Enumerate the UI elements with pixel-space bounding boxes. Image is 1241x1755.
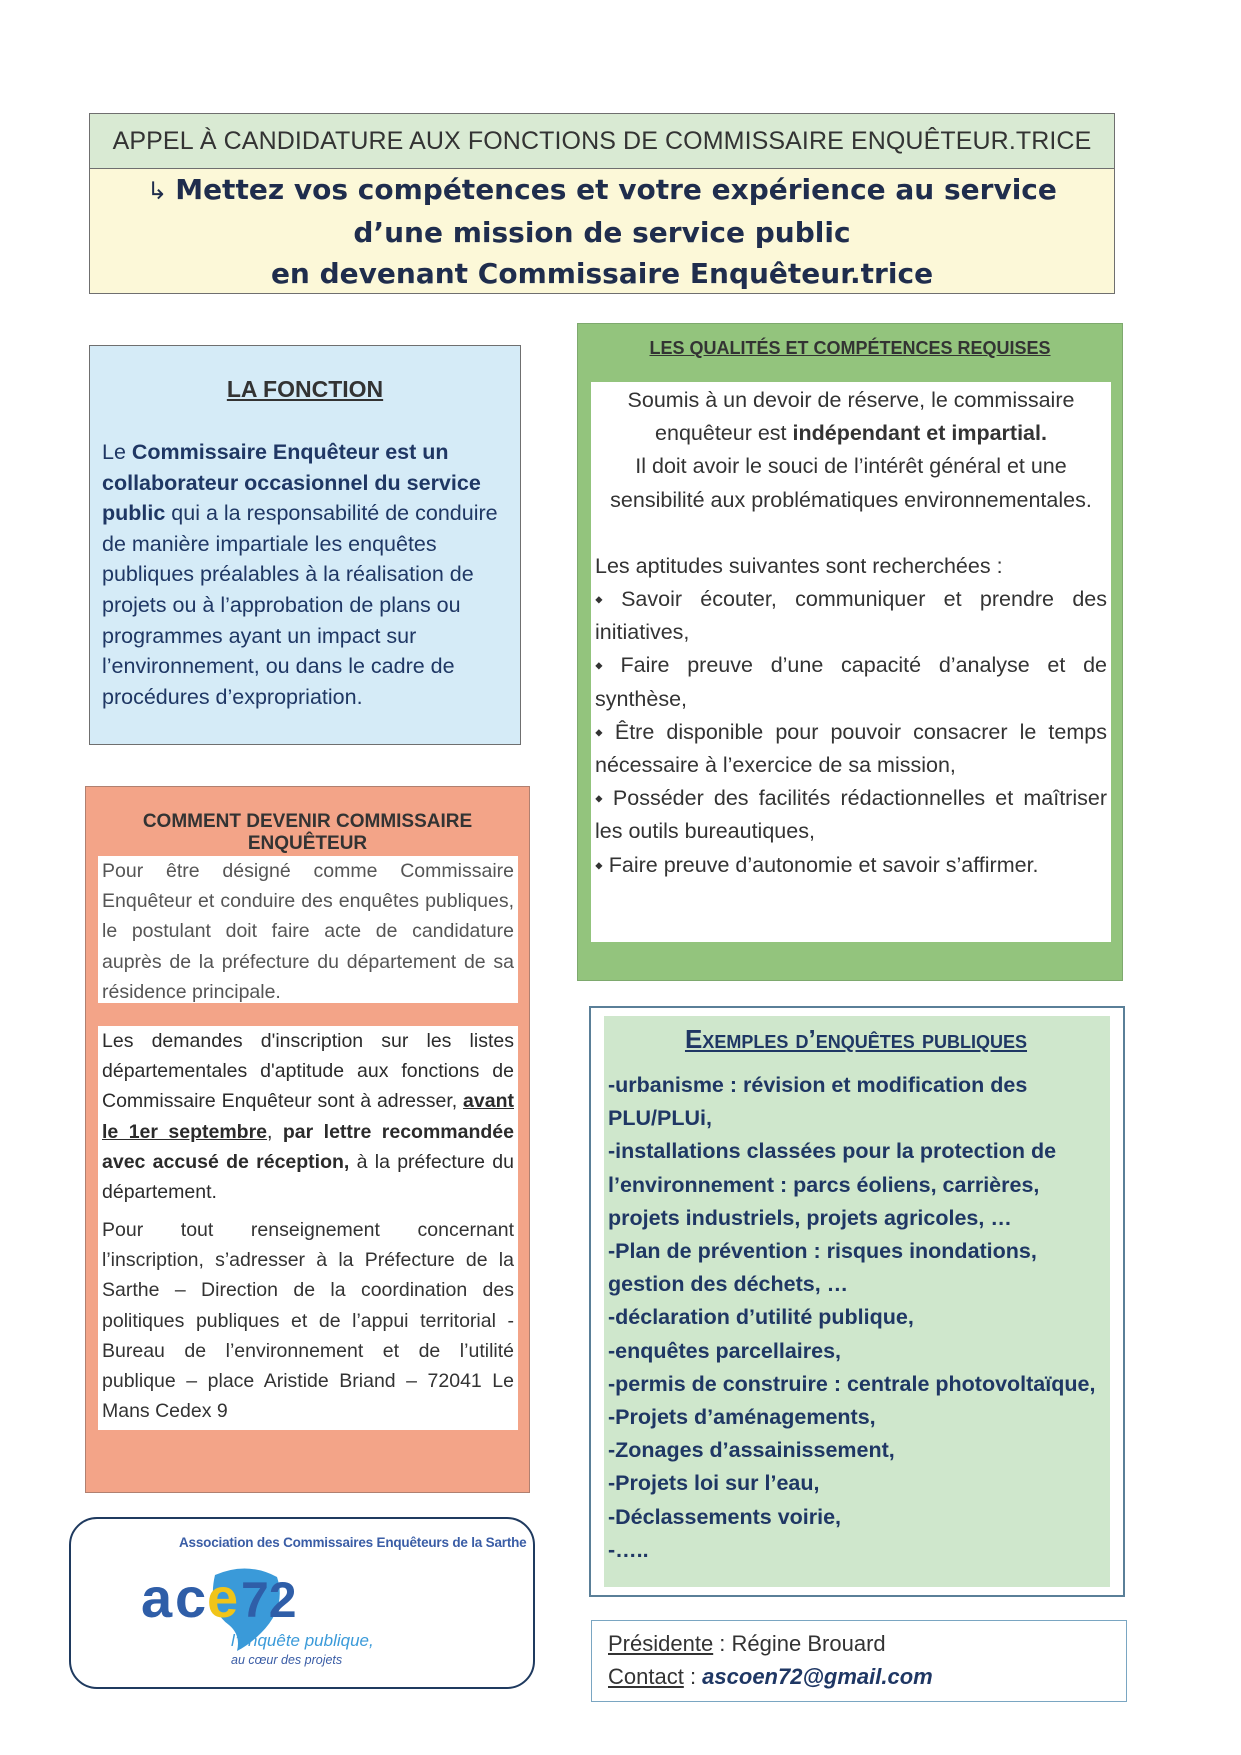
deadline-text: avant le 1er septembre: [102, 1090, 514, 1143]
logo-tagline-1: l’enquête publique,: [231, 1631, 374, 1650]
list-item: ⬩ Être disponible pour pouvoir consacrer le temps nécessaire à l’exercice de sa mission,: [595, 719, 1107, 778]
comment-paragraph-1: Pour être désigné comme Commissaire Enquêteur et conduire des enquêtes publiques, le postulant doit faire acte de candidature auprès de la préfecture du département de sa résidence principale.: [98, 856, 518, 1003]
header-title-bar: [89, 113, 1115, 169]
diamond-bullet-icon: ⬩: [595, 852, 603, 877]
exemples-box: [589, 1006, 1125, 1597]
header-line-1: ↳ Mettez vos compétences et votre expérience au service: [147, 172, 1057, 206]
qualites-title: LES QUALITÉS ET COMPÉTENCES REQUISES: [649, 338, 1051, 358]
comment-paragraph-3: Pour tout renseignement concernant l’inscription, s’adresser à la Préfecture de la Sarthe – Direction de la coordination des politiques publiques et de l’appui territorial - Bureau de l’environnement et de l’utilité publique – place Aristide Briand – 72041 Le Mans Cedex 9: [98, 1215, 518, 1430]
exemples-title: Exemples d’enquêtes publiques: [684, 1024, 1028, 1054]
list-item: -Plan de prévention : risques inondations, gestion des déchets, …: [608, 1239, 1037, 1297]
exemples-list: [608, 1069, 1104, 1567]
header-title: APPEL À CANDIDATURE AUX FONCTIONS DE COMMISSAIRE ENQUÊTEUR.TRICE: [112, 126, 1092, 155]
fonction-title: LA FONCTION: [226, 376, 384, 402]
contact-label: Contact: [608, 1664, 684, 1689]
header-subtitle-box: [89, 168, 1115, 294]
header-line-3: en devenant Commissaire Enquêteur.trice: [270, 256, 934, 290]
list-item: -enquêtes parcellaires,: [608, 1338, 842, 1363]
list-item: -déclaration d’utilité publique,: [608, 1305, 914, 1330]
qualites-content: [591, 382, 1111, 942]
aptitudes-intro: Les aptitudes suivantes sont recherchées :: [595, 553, 1003, 578]
diamond-bullet-icon: ⬩: [595, 587, 603, 612]
comment-devenir-box: [85, 786, 530, 1493]
list-item: ⬩ Savoir écouter, communiquer et prendre des initiatives,: [595, 587, 1107, 645]
diamond-bullet-icon: ⬩: [595, 786, 603, 811]
list-item: -Zonages d’assainissement,: [608, 1438, 895, 1463]
arrow-icon: ↳: [147, 176, 168, 205]
qualites-intro-2: Il doit avoir le souci de l’intérêt général et une sensibilité aux problématiques environnementales.: [610, 454, 1092, 512]
list-item: -permis de construire : centrale photovoltaïque,: [608, 1371, 1096, 1396]
qualites-box: [577, 323, 1123, 981]
logo-letter-e: e: [207, 1566, 239, 1629]
president-label: Présidente: [608, 1631, 714, 1656]
logo-tagline-2: au cœur des projets: [231, 1653, 343, 1667]
diamond-bullet-icon: ⬩: [595, 653, 603, 678]
list-item: -installations classées pour la protection de l’environnement : parcs éoliens, carrières, projets industriels, projets agricoles, …: [608, 1139, 1057, 1230]
comment-paragraph-2: Les demandes d'inscription sur les listes départementales d'aptitude aux fonctions de Commissaire Enquêteur sont à adresser, avant le 1er septembre, par lettre recommandée avec accusé de réception, à la préfecture du département.: [98, 1026, 518, 1216]
list-item: ⬩ Faire preuve d’une capacité d’analyse et de synthèse,: [595, 653, 1107, 711]
header-line-2: d’une mission de service public: [353, 215, 851, 249]
logo-number: 72: [241, 1572, 297, 1628]
logo-letter-a: a: [141, 1566, 173, 1629]
logo-letter-c: c: [175, 1566, 207, 1629]
logo-association-name: Association des Commissaires Enquêteurs de la Sarthe: [179, 1535, 527, 1550]
association-logo-box: [69, 1517, 535, 1689]
contact-email-link[interactable]: ascoen72@gmail.com: [702, 1664, 933, 1689]
list-item: ⬩ Faire preuve d’autonomie et savoir s’affirmer.: [595, 852, 1039, 877]
contact-box: [591, 1620, 1127, 1702]
list-item: -Déclassements voirie,: [608, 1504, 842, 1529]
contact-line: Contact : ascoen72@gmail.com: [608, 1664, 933, 1689]
list-item: ⬩ Posséder des facilités rédactionnelles et maîtriser les outils bureautiques,: [595, 786, 1107, 844]
fonction-box: [89, 345, 521, 745]
qualites-intro: Soumis à un devoir de réserve, le commissaire enquêteur est indépendant et impartial.: [627, 388, 1075, 446]
list-item: -…..: [608, 1537, 649, 1562]
president-line: Présidente : Régine Brouard: [608, 1631, 886, 1656]
diamond-bullet-icon: ⬩: [595, 719, 603, 744]
president-name: Régine Brouard: [731, 1631, 886, 1656]
fonction-text: Le Commissaire Enquêteur est un collaborateur occasionnel du service public qui a la responsabilité de conduire de manière impartiale les enquêtes publiques préalables à la réalisation de projets ou à l’approbation de plans ou programmes ayant un impact sur l’environnement, ou dans le cadre de procédures d’expropriation.: [102, 440, 498, 709]
list-item: -Projets d’aménagements,: [608, 1405, 876, 1430]
list-item: -Projets loi sur l’eau,: [608, 1471, 820, 1496]
comment-title: COMMENT DEVENIR COMMISSAIRE ENQUÊTEUR: [142, 811, 473, 854]
list-item: -urbanisme : révision et modification des PLU/PLUi,: [608, 1073, 1028, 1131]
